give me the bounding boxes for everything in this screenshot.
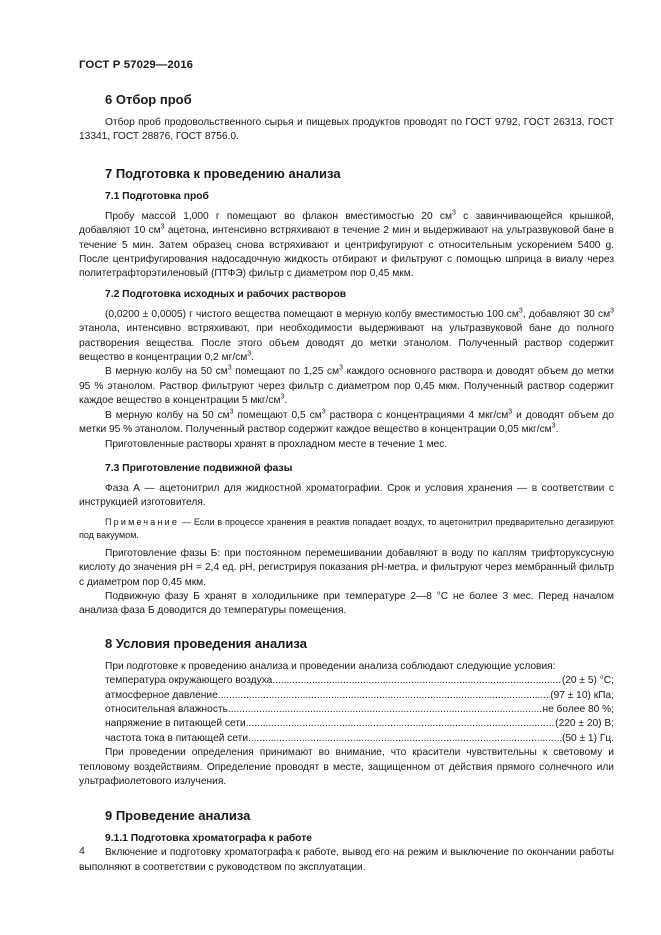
note-label: Примечание — [105, 516, 180, 527]
condition-name: температура окружающего воздуха — [105, 675, 273, 687]
condition-value: (50 ± 1) Гц. — [561, 732, 614, 744]
section-9-heading: 9 Проведение анализа — [105, 808, 251, 824]
subsection-9-1-1-heading: 9.1.1 Подготовка хроматографа к работе — [105, 833, 312, 845]
subsection-7-1-heading: 7.1 Подготовка проб — [105, 190, 209, 202]
section-8-intro: При подготовке к проведению анализа и проведении анализа соблюдают следующие условия: — [105, 660, 556, 672]
subsection-7-3-paragraph-1: Фаза А — ацетонитрил для жидкостной хроматографии. Срок и условия хранения — в соответствии с инструкцией изготовителя. — [79, 482, 614, 509]
condition-name: относительная влажность — [105, 703, 228, 715]
condition-row — [79, 689, 614, 703]
note — [79, 516, 614, 542]
note-text: — Если в процессе хранения в реактив попадает воздух, то ацетонитрил предварительно дегазируют под вакуумом. — [79, 516, 614, 540]
condition-value: (97 ± 10) кПа; — [550, 689, 614, 701]
condition-name: частота тока в питающей сети — [105, 732, 249, 744]
subsection-7-2-paragraph-1: (0,0200 ± 0,0005) г чистого вещества помещают в мерную колбу вместимостью 100 $см^3$, добавляют 30 $см^3$ этанола, интенсивно встряхивают, при необходимости выдерживают на ультразвуковой бане до полного растворения вещества. После этого объем доводят до метки этанолом. Полученный раствор содержит вещество в концентрации 0,2 $мг/см^3$. — [79, 307, 614, 364]
subsection-7-3-paragraph-2: Приготовление фазы Б: при постоянном перемешивании добавляют в воду по каплям трифторуксусную кислоту до значения рН = 2,4 ед. рН, регистрируя показания рН-метра, и фильтруют через мембранный фильтр с диаметром пор 0,45 мкм. — [79, 547, 614, 588]
subsection-9-1-1-paragraph: Включение и подготовку хроматографа к работе, вывод его на режим и выключение по окончании работы выполняют в соответствии с руководством по эксплуатации. — [79, 847, 614, 873]
condition-row — [79, 717, 614, 731]
section-8-paragraph-2: При проведении определения принимают во внимание, что красители чувствительны к световому и тепловому воздействиям. Определение проводят в месте, защищенном от действия прямого солнечного или ультрафиолетового излучения. — [79, 747, 614, 787]
condition-value: (20 ± 5) °С; — [561, 675, 614, 687]
leader-dots — [248, 732, 562, 746]
subsection-7-2-heading: 7.2 Подготовка исходных и рабочих растворов — [105, 288, 347, 300]
condition-row — [79, 674, 614, 688]
page-number: 4 — [79, 845, 85, 857]
leader-dots — [272, 674, 562, 688]
section-6-paragraph: Отбор проб продовольственного сырья и пищевых продуктов проводят по ГОСТ 9792, ГОСТ 26313, ГОСТ 13341, ГОСТ 28876, ГОСТ 8756.0. — [79, 117, 614, 143]
subsection-7-1-paragraph: Пробу массой 1,000 г помещают во флакон вместимостью 20 $см^3$ с завинчивающейся крышкой, добавляют 10 $см^3$ ацетона, интенсивно встряхивают в течение 2 мин и выдерживают на ультразвуковой бане в течение 5 мин. Затем образец снова встряхивают и центрифугируют с относительным ускорением 5400 g. После центрифугирования надосадочную жидкость отбирают и фильтруют с помощью шприца в виалу через политетрафторэтиленовый (ПТФЭ) фильтр с диаметром пор 0,45 мкм. — [79, 209, 615, 280]
leader-dots — [218, 689, 550, 703]
section-8-heading: 8 Условия проведения анализа — [105, 635, 307, 651]
subsection-7-3-heading: 7.3 Приготовление подвижной фазы — [105, 462, 293, 474]
page-content — [79, 91, 614, 875]
condition-value: (220 ± 20) В; — [555, 718, 614, 730]
section-6-heading: 6 Отбор проб — [105, 92, 192, 107]
leader-dots — [246, 717, 555, 731]
condition-row — [79, 703, 614, 717]
condition-value: не более 80 %; — [542, 703, 614, 715]
document-id: ГОСТ Р 57029—2016 — [79, 59, 194, 71]
condition-row — [79, 732, 614, 746]
leader-dots — [228, 703, 543, 717]
section-7-heading: 7 Подготовка к проведению анализа — [105, 165, 341, 181]
subsection-7-2-paragraph-3: В мерную колбу на 50 $см^3$ помещают 0,5 $см^3$ раствора с концентрациями 4 мкг/$см^3$ и доводят объем до метки 95 % этанолом. Полученный раствор содержит каждое вещество в концентрации 0,05 мкг/$см^3$. — [79, 408, 614, 436]
condition-name: атмосферное давление — [105, 689, 218, 701]
subsection-7-2-paragraph-2: В мерную колбу на 50 $см^3$ помещают по 1,25 $см^3$ каждого основного раствора и доводят объем до метки 95 % этанолом. Раствор фильтруют через фильтр с диаметром пор 0,45 мкм. Полученный раствор содержит каждое вещество в концентрации 5 мкг/$см^3$. — [79, 365, 615, 407]
subsection-7-2-paragraph-4: Приготовленные растворы хранят в прохладном месте в течение 1 мес. — [105, 438, 448, 450]
condition-name: напряжение в питающей сети — [105, 718, 246, 730]
subsection-7-3-paragraph-3: Подвижную фазу Б хранят в холодильнике при температуре 2—8 °С не более 3 мес. Перед началом анализа фаза Б доводится до температуры помещения. — [79, 590, 614, 617]
